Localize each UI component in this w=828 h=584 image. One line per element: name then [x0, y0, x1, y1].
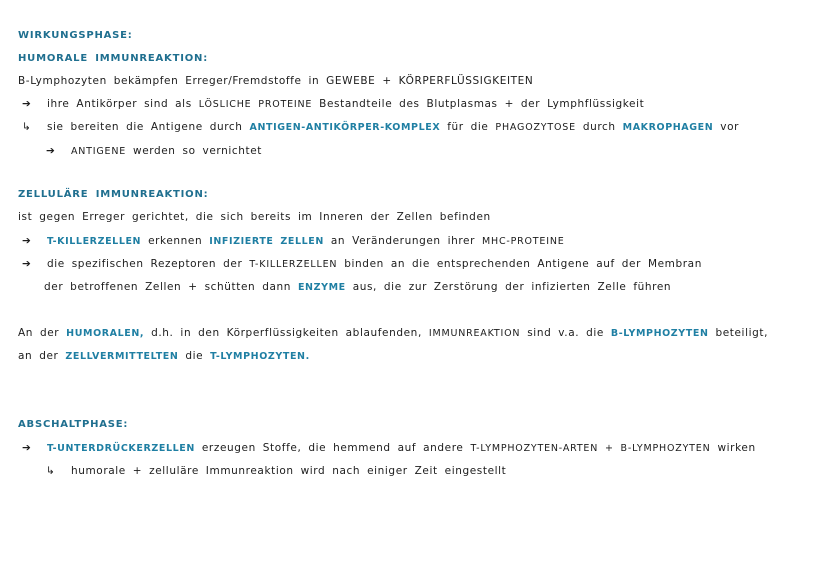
text: T-LYMPHOZYTEN-ARTEN + B-LYMPHOZYTEN [470, 443, 711, 454]
text: der betroffenen Zellen + schütten dann [44, 281, 292, 293]
text: LÖSLICHE PROTEINE [198, 99, 313, 110]
text: Bestandteile des Blutplasmas + der Lymphflüssigkeit [319, 98, 645, 110]
highlight: T-UNTERDRÜCKERZELLEN [46, 443, 195, 454]
zellulaer-line-4 [44, 280, 671, 295]
highlight: B-LYMPHOZYTEN [610, 328, 709, 339]
zellulaer-line-3 [22, 257, 702, 272]
text: erkennen [148, 235, 203, 247]
humoral-line-2 [22, 97, 644, 112]
text: durch [582, 121, 616, 133]
text: An der [18, 327, 60, 339]
arrow-icon: ➔ [22, 235, 32, 247]
text: an Veränderungen ihrer [330, 235, 476, 247]
return-arrow-icon: ↳ [46, 465, 56, 477]
abschalt-line-1 [22, 441, 756, 456]
abschalt-line-2 [46, 464, 506, 478]
section-title-abschaltphase: ABSCHALTPHASE: [18, 419, 129, 430]
highlight: ANTIGEN-ANTIKÖRPER-KOMPLEX [249, 122, 441, 133]
text: ANTIGENE [70, 146, 127, 157]
summary-line-2 [18, 349, 310, 364]
text: IMMUNREAKTION [428, 328, 521, 339]
text: MHC-PROTEINE [482, 236, 565, 247]
arrow-icon: ➔ [22, 258, 32, 270]
text: binden an die entsprechenden Antigene auf der Membran [344, 258, 702, 270]
highlight: ENZYME [297, 282, 346, 293]
highlight: MAKROPHAGEN [622, 122, 714, 133]
text: ihre Antikörper sind als [46, 98, 192, 110]
humoral-line-4 [46, 144, 262, 159]
text: humorale + zelluläre Immunreaktion wird nach einiger Zeit eingestellt [70, 465, 507, 477]
zellulaer-line-2 [22, 234, 565, 249]
arrow-icon: ➔ [46, 145, 56, 157]
text: sie bereiten die Antigene durch [46, 121, 243, 133]
text: für die [447, 121, 489, 133]
text: d.h. in den Körperflüssigkeiten ablaufenden, [151, 327, 422, 339]
text: werden so vernichtet [133, 145, 263, 157]
zellulaer-line-1: ist gegen Erreger gerichtet, die sich bereits im Inneren der Zellen befinden [18, 211, 491, 223]
section-title-wirkungsphase: WIRKUNGSPHASE: [18, 30, 133, 41]
arrow-icon: ➔ [22, 98, 32, 110]
text: PHAGOZYTOSE [495, 122, 576, 133]
summary-line-1 [18, 326, 768, 341]
text: wirken [717, 442, 756, 454]
highlight: T-LYMPHOZYTEN. [210, 351, 310, 362]
text: sind v.a. die [527, 327, 604, 339]
subtitle-zellulaere-immunreaktion: ZELLULÄRE IMMUNREAKTION: [18, 189, 209, 200]
highlight: HUMORALEN, [66, 328, 145, 339]
text: T-KILLERZELLEN [249, 259, 338, 270]
text: erzeugen Stoffe, die hemmend auf andere [201, 442, 464, 454]
text: aus, die zur Zerstörung der infizierten Zelle führen [352, 281, 672, 293]
humoral-line-1: B-Lymphozyten bekämpfen Erreger/Fremdstoffe in GEWEBE + KÖRPERFLÜSSIGKEITEN [18, 75, 534, 87]
arrow-icon: ➔ [22, 442, 32, 454]
subtitle-humorale-immunreaktion: HUMORALE IMMUNREAKTION: [18, 53, 209, 64]
highlight: ZELLVERMITTELTEN [65, 351, 179, 362]
text: beteiligt, [715, 327, 769, 339]
text: die [185, 350, 204, 362]
humoral-line-3 [22, 120, 739, 135]
text: die spezifischen Rezeptoren der [46, 258, 243, 270]
highlight: T-KILLERZELLEN [46, 236, 142, 247]
text: vor [720, 121, 740, 133]
text: an der [18, 350, 59, 362]
highlight: INFIZIERTE ZELLEN [209, 236, 324, 247]
return-arrow-icon: ↳ [22, 121, 32, 133]
